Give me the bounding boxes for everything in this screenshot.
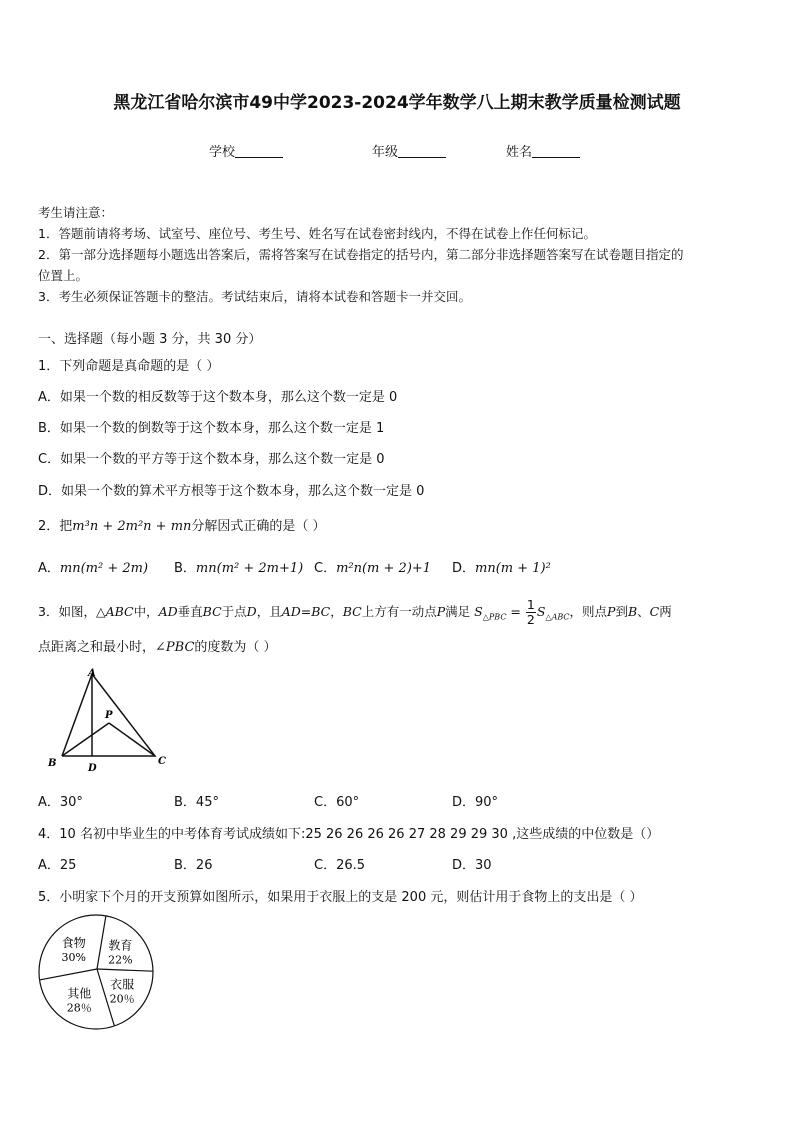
pie-slice-label: 其他: [67, 986, 92, 1001]
q3-option-d[interactable]: D．90°: [452, 795, 499, 810]
q3-option-c[interactable]: C．60°: [314, 795, 360, 810]
q3-triangle-abc: △ABC: [95, 604, 134, 619]
q3-segment-ad: AD: [158, 604, 178, 619]
name-blank: [532, 144, 580, 158]
q3-text: ，则点: [569, 604, 608, 619]
pie-slice-value: 30%: [61, 950, 86, 964]
grade-field[interactable]: [372, 141, 446, 160]
notice-item-3: 3．考生必须保证答题卡的整洁。考试结束后，请将本试卷和答题卡一并交回。: [38, 289, 471, 304]
q2-option-d[interactable]: [452, 557, 551, 576]
q2-option-b[interactable]: [174, 557, 303, 576]
q3-option-a[interactable]: A．30°: [38, 795, 83, 810]
q2-option-c-expr: m²n(m + 2)+1: [336, 561, 432, 576]
q3-segment-bc: BC: [202, 604, 222, 619]
school-blank: [235, 144, 283, 158]
q3-text: 上方有一动点: [361, 604, 437, 619]
q2-option-a[interactable]: [38, 557, 148, 576]
q3-point-d: D: [246, 604, 257, 619]
q3-area-rhs: [536, 604, 570, 622]
q3-area-symbol: S: [536, 604, 546, 619]
segment-bp: [62, 723, 109, 756]
school-label: 学校: [209, 145, 236, 160]
q2-option-d-expr: mn(m + 1)²: [475, 561, 551, 576]
q1-option-d[interactable]: D．如果一个数的算术平方根等于这个数本身，那么这个数一定是 0: [38, 484, 425, 499]
pie-slice-divider: [97, 916, 106, 969]
pie-slice-value: 22%: [108, 953, 133, 967]
q3-angle-pbc: ∠PBC: [155, 640, 195, 655]
q3-segment-bc: BC: [342, 604, 362, 619]
q2-option-a-expr: mn(m² + 2m): [59, 561, 149, 576]
q3-stem-line-2: [38, 636, 277, 655]
section-heading: 一、选择题（每小题 3 分，共 30 分）: [38, 332, 262, 347]
q4-stem: 4．10 名初中毕业生的中考体育考试成绩如下:25 26 26 26 26 27 28 29 29 30 ,这些成绩的中位数是（）: [38, 827, 660, 842]
school-field[interactable]: [209, 141, 283, 160]
q3-text: 中，: [133, 604, 159, 619]
page-title: 黑龙江省哈尔滨市49中学2023-2024学年数学八上期末教学质量检测试题: [113, 93, 681, 113]
pie-slice-label: 食物: [61, 935, 86, 950]
q3-fraction-num: 1: [526, 597, 535, 612]
q2-option-b-expr: mn(m² + 2m+1): [195, 561, 304, 576]
q5-stem: 5．小明家下个月的开支预算如图所示，如果用于衣服上的支是 200 元，则估计用于食物上的支出是（ ）: [38, 890, 643, 905]
q3-point-p: P: [607, 604, 616, 619]
notice-item-2: 2．第一部分选择题每小题选出答案后，需将答案写在试卷指定的括号内，第二部分非选择题答案写在试卷题目指定的: [38, 247, 684, 262]
q3-text: 垂直: [177, 604, 203, 619]
q4-option-c[interactable]: C．26.5: [314, 858, 366, 873]
q4-option-d[interactable]: D．30: [452, 858, 492, 873]
q3-text: 的度数为（ ）: [194, 640, 277, 655]
label-d: D: [88, 763, 97, 774]
grade-blank: [398, 144, 446, 158]
q3-condition: AD=BC: [281, 604, 331, 619]
q1-option-b[interactable]: B．如果一个数的倒数等于这个数本身，那么这个数一定是 1: [38, 421, 385, 436]
pie-slice-label: 衣服: [110, 977, 135, 992]
q3-area-sub: △PBC: [482, 612, 507, 622]
q2-option-c-label: C．: [314, 561, 337, 576]
q3-option-b[interactable]: B．45°: [174, 795, 219, 810]
q1-stem: 1．下列命题是真命题的是（ ）: [38, 359, 220, 374]
q2-stem: [38, 515, 326, 534]
q3-text: ，且: [256, 604, 282, 619]
q3-point-b: B: [627, 604, 638, 619]
q3-area-symbol: S: [474, 604, 483, 619]
pie-slice-label: 教育: [108, 938, 133, 953]
notice-item-1: 1．答题前请将考场、试室号、座位号、考生号、姓名写在试卷密封线内，不得在试卷上作任何标记。: [38, 226, 596, 241]
q3-point-p: P: [436, 604, 446, 619]
q4-option-b[interactable]: B．26: [174, 858, 213, 873]
notice-item-2-cont: 位置上。: [38, 268, 89, 283]
q4-option-a[interactable]: A．25: [38, 858, 77, 873]
label-p: P: [105, 710, 113, 721]
name-label: 姓名: [506, 145, 533, 160]
q5-pie-chart: [36, 914, 160, 1032]
q1-option-a[interactable]: A．如果一个数的相反数等于这个数本身，那么这个数一定是 0: [38, 390, 398, 405]
pie-slice-value: 20％: [109, 992, 135, 1006]
q3-fraction: [526, 598, 536, 627]
q3-fraction-den: 2: [526, 612, 535, 627]
label-b: B: [48, 758, 57, 769]
q2-expression: m³n + 2m²n + mn: [72, 519, 192, 534]
q2-option-c[interactable]: [314, 557, 431, 576]
q3-stem-line-1: 3．如图，△ABC中，AD垂直BC于点D，且AD=BC，BC上方有一动点P满足 $S_{\triangle PBC}$ = $\frac{1}{2}$ $S_{\triangle ABC}$，则点P到B、C两: [38, 597, 672, 627]
q2-prefix: 2．把: [38, 519, 73, 534]
q2-option-a-label: A．: [38, 561, 60, 576]
pie-outline: [39, 915, 153, 1029]
grade-label: 年级: [372, 145, 399, 160]
label-c: C: [158, 756, 166, 767]
q2-suffix: 分解因式正确的是（ ）: [191, 519, 326, 534]
q3-text: 点距离之和最小时，: [38, 640, 156, 655]
q3-text: 于点: [221, 604, 247, 619]
q3-text: ，: [330, 604, 343, 619]
q3-text: 、: [637, 604, 650, 619]
q3-text: 两: [659, 604, 672, 619]
q3-point-c: C: [649, 604, 660, 619]
notice-heading: 考生请注意：: [38, 205, 114, 220]
q3-text: 满足: [445, 604, 471, 619]
pie-slice-divider: [97, 969, 153, 971]
q3-text: 到: [615, 604, 628, 619]
q2-option-d-label: D．: [452, 561, 476, 576]
pie-slice-divider: [40, 969, 97, 980]
name-field[interactable]: [506, 141, 580, 160]
q3-text: 3．如图，: [38, 604, 96, 619]
segment-pc: [109, 723, 155, 756]
q2-option-b-label: B．: [174, 561, 196, 576]
q3-triangle-figure: [40, 665, 180, 775]
q3-area-lhs: [474, 604, 507, 622]
q1-option-c[interactable]: C．如果一个数的平方等于这个数本身，那么这个数一定是 0: [38, 452, 385, 467]
label-a: A: [88, 668, 96, 679]
pie-slice-value: 28％: [66, 1001, 92, 1015]
q3-area-sub: △ABC: [545, 612, 570, 622]
